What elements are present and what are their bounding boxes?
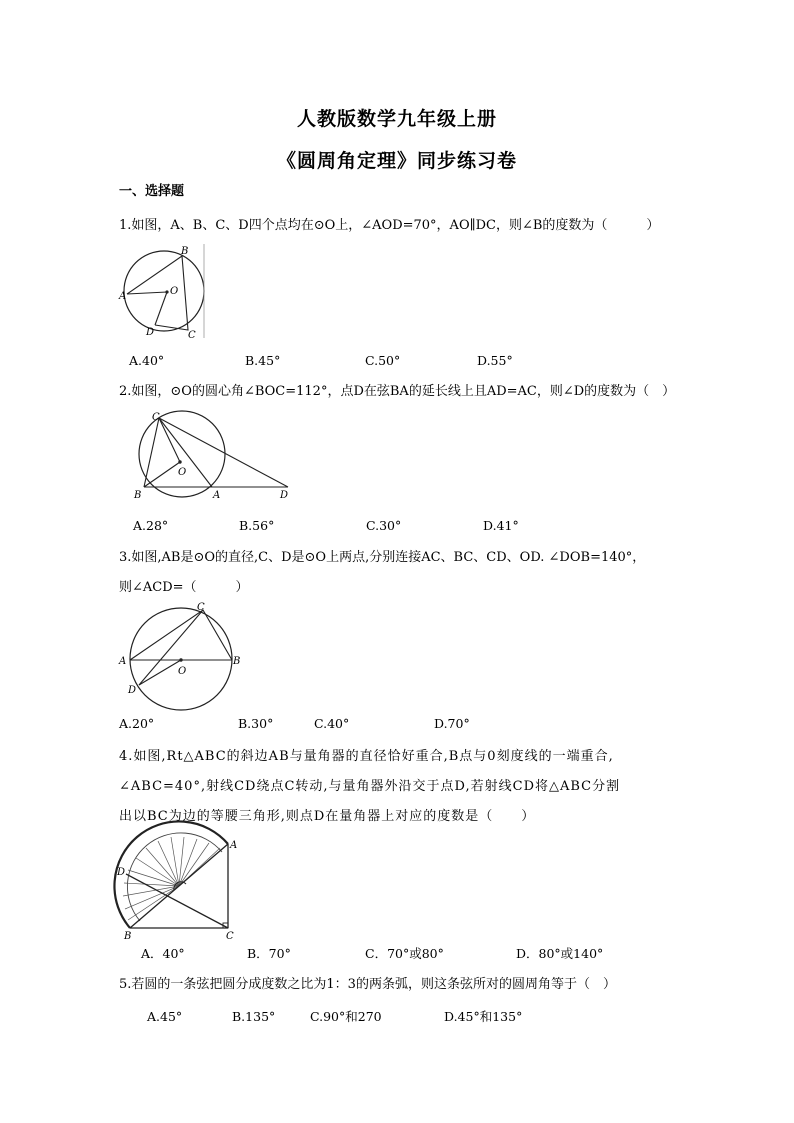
label-a: A [119, 291, 127, 302]
label-d: D [146, 327, 155, 338]
question-5-option-c[interactable]: C.90°和270 [310, 1009, 382, 1024]
question-4-stem-line3: 出以BC为边的等腰三角形,则点D在量角器上对应的度数是（ ） [119, 809, 536, 824]
label-o: O [178, 666, 187, 677]
label-b: B [233, 656, 241, 667]
question-3-figure [116, 600, 244, 706]
question-3-option-a[interactable]: A.20° [119, 716, 155, 731]
label-c: C [197, 602, 205, 613]
label-a: A [119, 656, 127, 667]
question-5-option-a[interactable]: A.45° [147, 1009, 183, 1024]
document-title-line2: 《圆周角定理》同步练习卷 [276, 150, 517, 172]
label-c: C [188, 330, 196, 341]
segment-ao [127, 292, 167, 294]
question-2-option-d[interactable]: D.41° [483, 518, 519, 533]
label-b: B [124, 931, 132, 942]
label-o: O [170, 286, 179, 297]
label-a: A [230, 840, 238, 851]
question-4-stem-line1: 4.如图,Rt△ABC的斜边AB与量角器的直径恰好重合,B点与0刻度线的一端重合, [119, 749, 614, 764]
question-2-figure [128, 410, 298, 502]
question-2-stem: 2.如图，⊙O的圆心角∠BOC=112°，点D在弦BA的延长线上且AD=AC，则∠D的度数为（ ） [119, 384, 676, 399]
center-point [178, 460, 181, 463]
label-d: D [280, 490, 289, 501]
label-b: B [181, 246, 189, 257]
hypotenuse-ab [130, 844, 228, 928]
segment-cb [144, 418, 159, 487]
protractor-ticks [123, 837, 220, 920]
label-c: C [226, 931, 234, 942]
question-5-stem: 5.若圆的一条弦把圆分成度数之比为1：3的两条弧，则这条弦所对的圆周角等于（ ） [119, 977, 616, 992]
question-1-option-c[interactable]: C.50° [365, 353, 401, 368]
question-4-option-b[interactable]: B．70° [247, 946, 291, 961]
question-4-option-a[interactable]: A．40° [141, 946, 185, 961]
question-1-figure [118, 244, 210, 340]
question-5-option-b[interactable]: B.135° [232, 1009, 276, 1024]
label-d: D [117, 867, 126, 878]
question-3-option-b[interactable]: B.30° [238, 716, 274, 731]
question-5-option-d[interactable]: D.45°和135° [444, 1009, 523, 1024]
circle-o [139, 411, 225, 497]
question-3-stem-line1: 3.如图,AB是⊙O的直径,C、D是⊙O上两点,分别连接AC、BC、CD、OD. ∠DOB=140°， [119, 550, 646, 565]
segment-co [159, 418, 180, 462]
segment-od [155, 292, 167, 325]
center-point [179, 658, 182, 661]
question-1-option-d[interactable]: D.55° [477, 353, 513, 368]
label-o: O [178, 467, 187, 478]
circle-o [124, 251, 204, 331]
question-4-figure [116, 836, 242, 940]
section-heading: 一、选择题 [119, 184, 185, 199]
question-1-option-b[interactable]: B.45° [245, 353, 281, 368]
question-2-option-b[interactable]: B.56° [239, 518, 275, 533]
document-title-line1: 人教版数学九年级上册 [296, 108, 497, 130]
label-b: B [134, 490, 142, 501]
question-1-option-a[interactable]: A.40° [129, 353, 165, 368]
segment-od [139, 660, 181, 685]
question-4-stem-line2: ∠ABC=40°,射线CD绕点C转动,与量角器外沿交于点D,若射线CD将△ABC分割 [119, 779, 621, 794]
label-d: D [128, 685, 137, 696]
label-a: A [213, 490, 221, 501]
question-3-option-d[interactable]: D.70° [434, 716, 470, 731]
question-2-option-c[interactable]: C.30° [366, 518, 402, 533]
question-2-option-a[interactable]: A.28° [133, 518, 169, 533]
question-3-option-c[interactable]: C.40° [314, 716, 350, 731]
question-1-stem: 1.如图，A、B、C、D四个点均在⊙O上，∠AOD=70°，AO∥DC，则∠B的度数为（ ） [119, 218, 660, 233]
label-c: C [152, 412, 160, 423]
question-3-stem-line2: 则∠ACD=（ ） [119, 580, 249, 595]
question-4-option-d[interactable]: D．80°或140° [516, 946, 604, 961]
segment-ob [144, 462, 180, 487]
question-4-option-c[interactable]: C．70°或80° [365, 946, 444, 961]
center-point [165, 290, 168, 293]
